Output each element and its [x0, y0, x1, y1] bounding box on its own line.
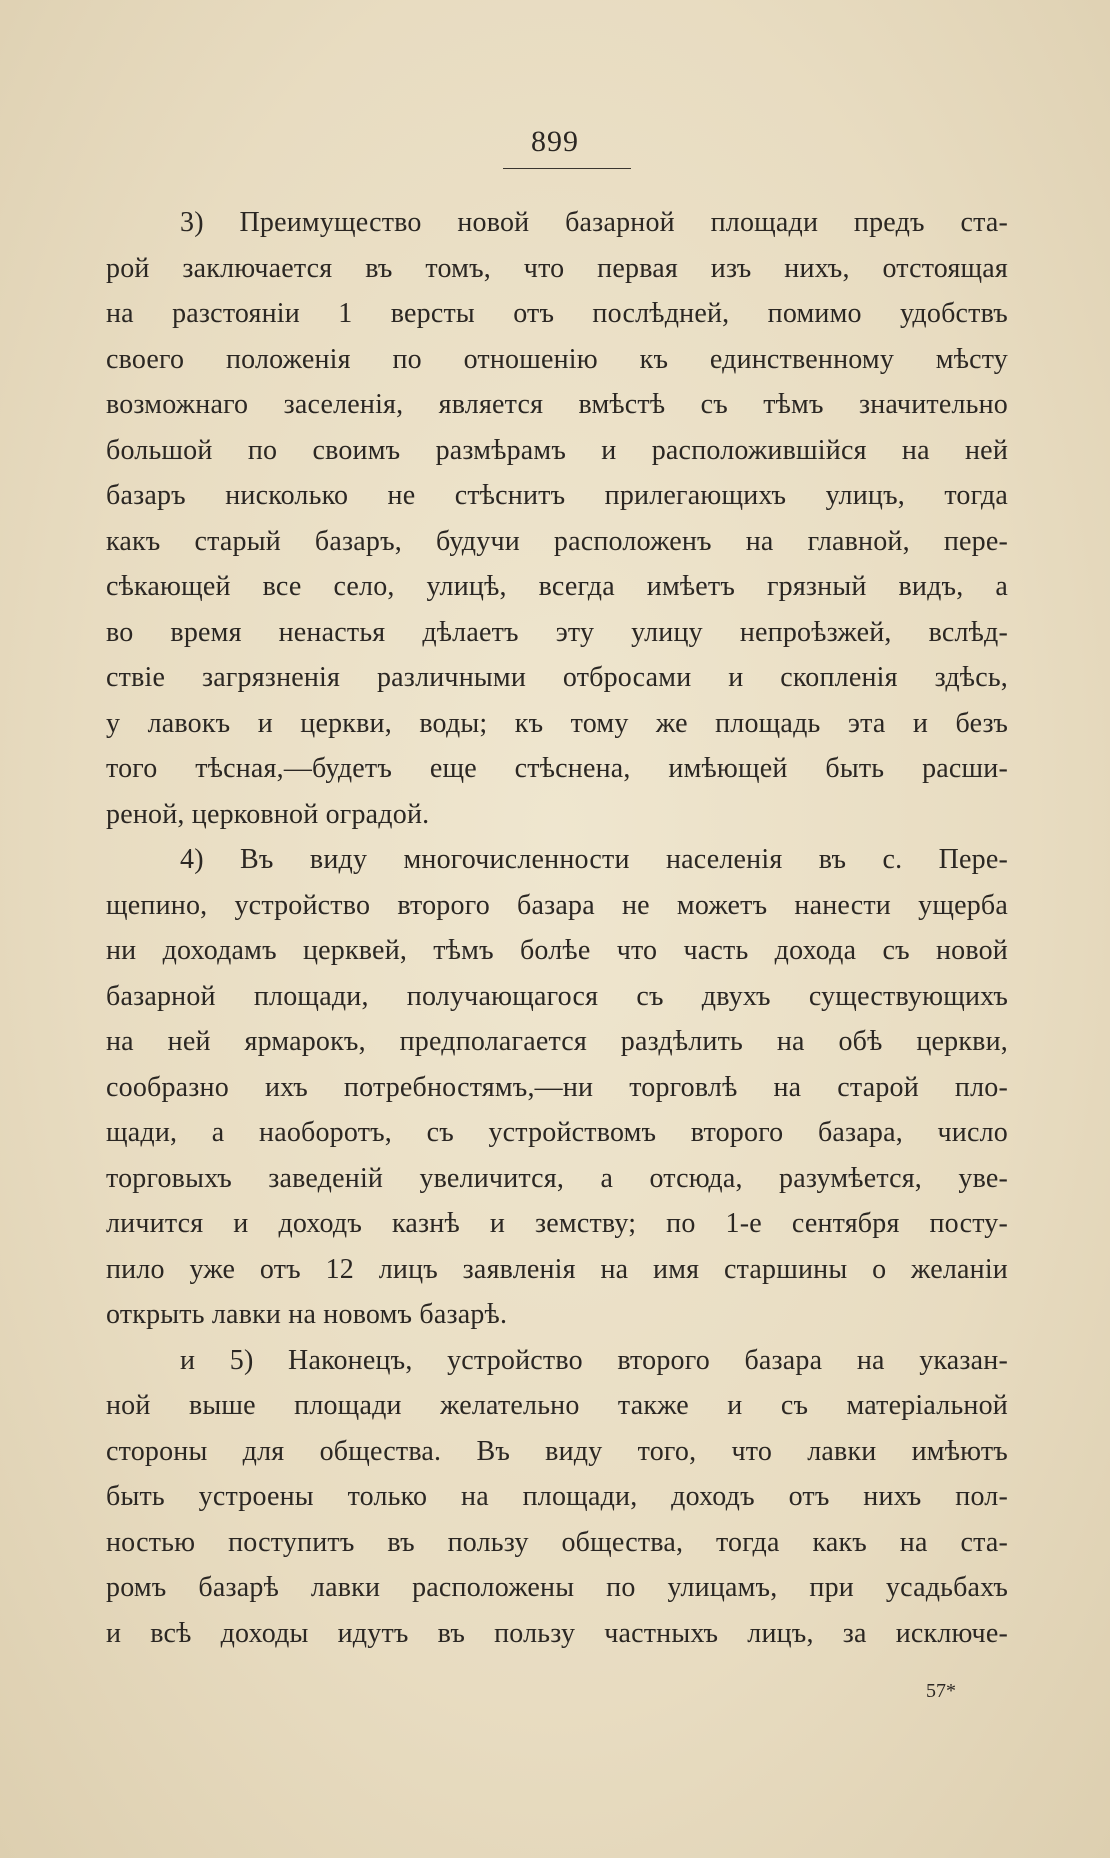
text-line: личится и доходъ казнѣ и земству; по 1-е сентября посту-	[106, 1208, 1008, 1239]
text-line: возможнаго заселенія, является вмѣстѣ съ тѣмъ значительно	[106, 389, 1008, 420]
text-line: базарной площади, получающагося съ двухъ существующихъ	[106, 980, 1008, 1012]
text-line: торговыхъ заведеній увеличится, а отсюда, разумѣется, уве-	[106, 1162, 1008, 1194]
text-line: рой заключается въ томъ, что первая изъ нихъ, отстоящая	[106, 252, 1008, 284]
text-line: во время ненастья дѣлаетъ эту улицу непроѣзжей, вслѣд-	[106, 616, 1008, 648]
page-number-rule	[503, 168, 631, 169]
signature-mark: 57*	[926, 1680, 956, 1702]
text-line: своего положенія по отношенію къ единственному мѣсту	[106, 343, 1008, 375]
text-line: сѣкающей все село, улицѣ, всегда имѣетъ грязный видъ, а	[106, 571, 1008, 602]
text-line: ромъ базарѣ лавки расположены по улицамъ, при усадьбахъ	[106, 1572, 1008, 1603]
text-line: и 5) Наконецъ, устройство второго базара на указан-	[180, 1344, 1008, 1376]
text-line: пило уже отъ 12 лицъ заявленія на имя старшины о желаніи	[106, 1253, 1008, 1285]
text-line: ни доходамъ церквей, тѣмъ болѣе что часть дохода съ новой	[106, 935, 1008, 966]
text-line: ствіе загрязненія различными отбросами и скопленія здѣсь,	[106, 662, 1008, 693]
text-line: открыть лавки на новомъ базарѣ.	[106, 1299, 508, 1330]
text-line: стороны для общества. Въ виду того, что лавки имѣютъ	[106, 1435, 1008, 1467]
text-line: большой по своимъ размѣрамъ и расположившійся на ней	[106, 434, 1008, 466]
text-line: сообразно ихъ потребностямъ,—ни торговлѣ на старой пло-	[106, 1071, 1008, 1103]
text-line: на ней ярмарокъ, предполагается раздѣлить на обѣ церкви,	[106, 1026, 1008, 1057]
text-line: 4) Въ виду многочисленности населенія въ с. Пере-	[180, 844, 1008, 875]
text-line: у лавокъ и церкви, воды; къ тому же площадь эта и безъ	[106, 707, 1008, 739]
text-line: щади, а наоборотъ, съ устройствомъ второго базара, число	[106, 1117, 1008, 1148]
text-line: базаръ нисколько не стѣснитъ прилегающихъ улицъ, тогда	[106, 480, 1008, 511]
text-line: и всѣ доходы идутъ въ пользу частныхъ лицъ, за исключе-	[106, 1617, 1008, 1649]
text-line: быть устроены только на площади, доходъ отъ нихъ пол-	[106, 1481, 1008, 1512]
text-line: какъ старый базаръ, будучи расположенъ на главной, пере-	[106, 525, 1008, 557]
text-line: того тѣсная,—будетъ еще стѣснена, имѣющей быть расши-	[106, 753, 1008, 784]
text-line: на разстояніи 1 версты отъ послѣдней, помимо удобствъ	[106, 298, 1008, 329]
text-line: 3) Преимущество новой базарной площади предъ ста-	[180, 207, 1008, 238]
text-line: ностью поступитъ въ пользу общества, тогда какъ на ста-	[106, 1526, 1008, 1558]
page-number: 899	[531, 125, 579, 158]
text-line: ной выше площади желательно также и съ матеріальной	[106, 1390, 1008, 1421]
text-body	[106, 200, 1008, 1656]
text-line: щепино, устройство второго базара не можетъ нанести ущерба	[106, 889, 1008, 921]
text-line: реной, церковной оградой.	[106, 798, 430, 830]
